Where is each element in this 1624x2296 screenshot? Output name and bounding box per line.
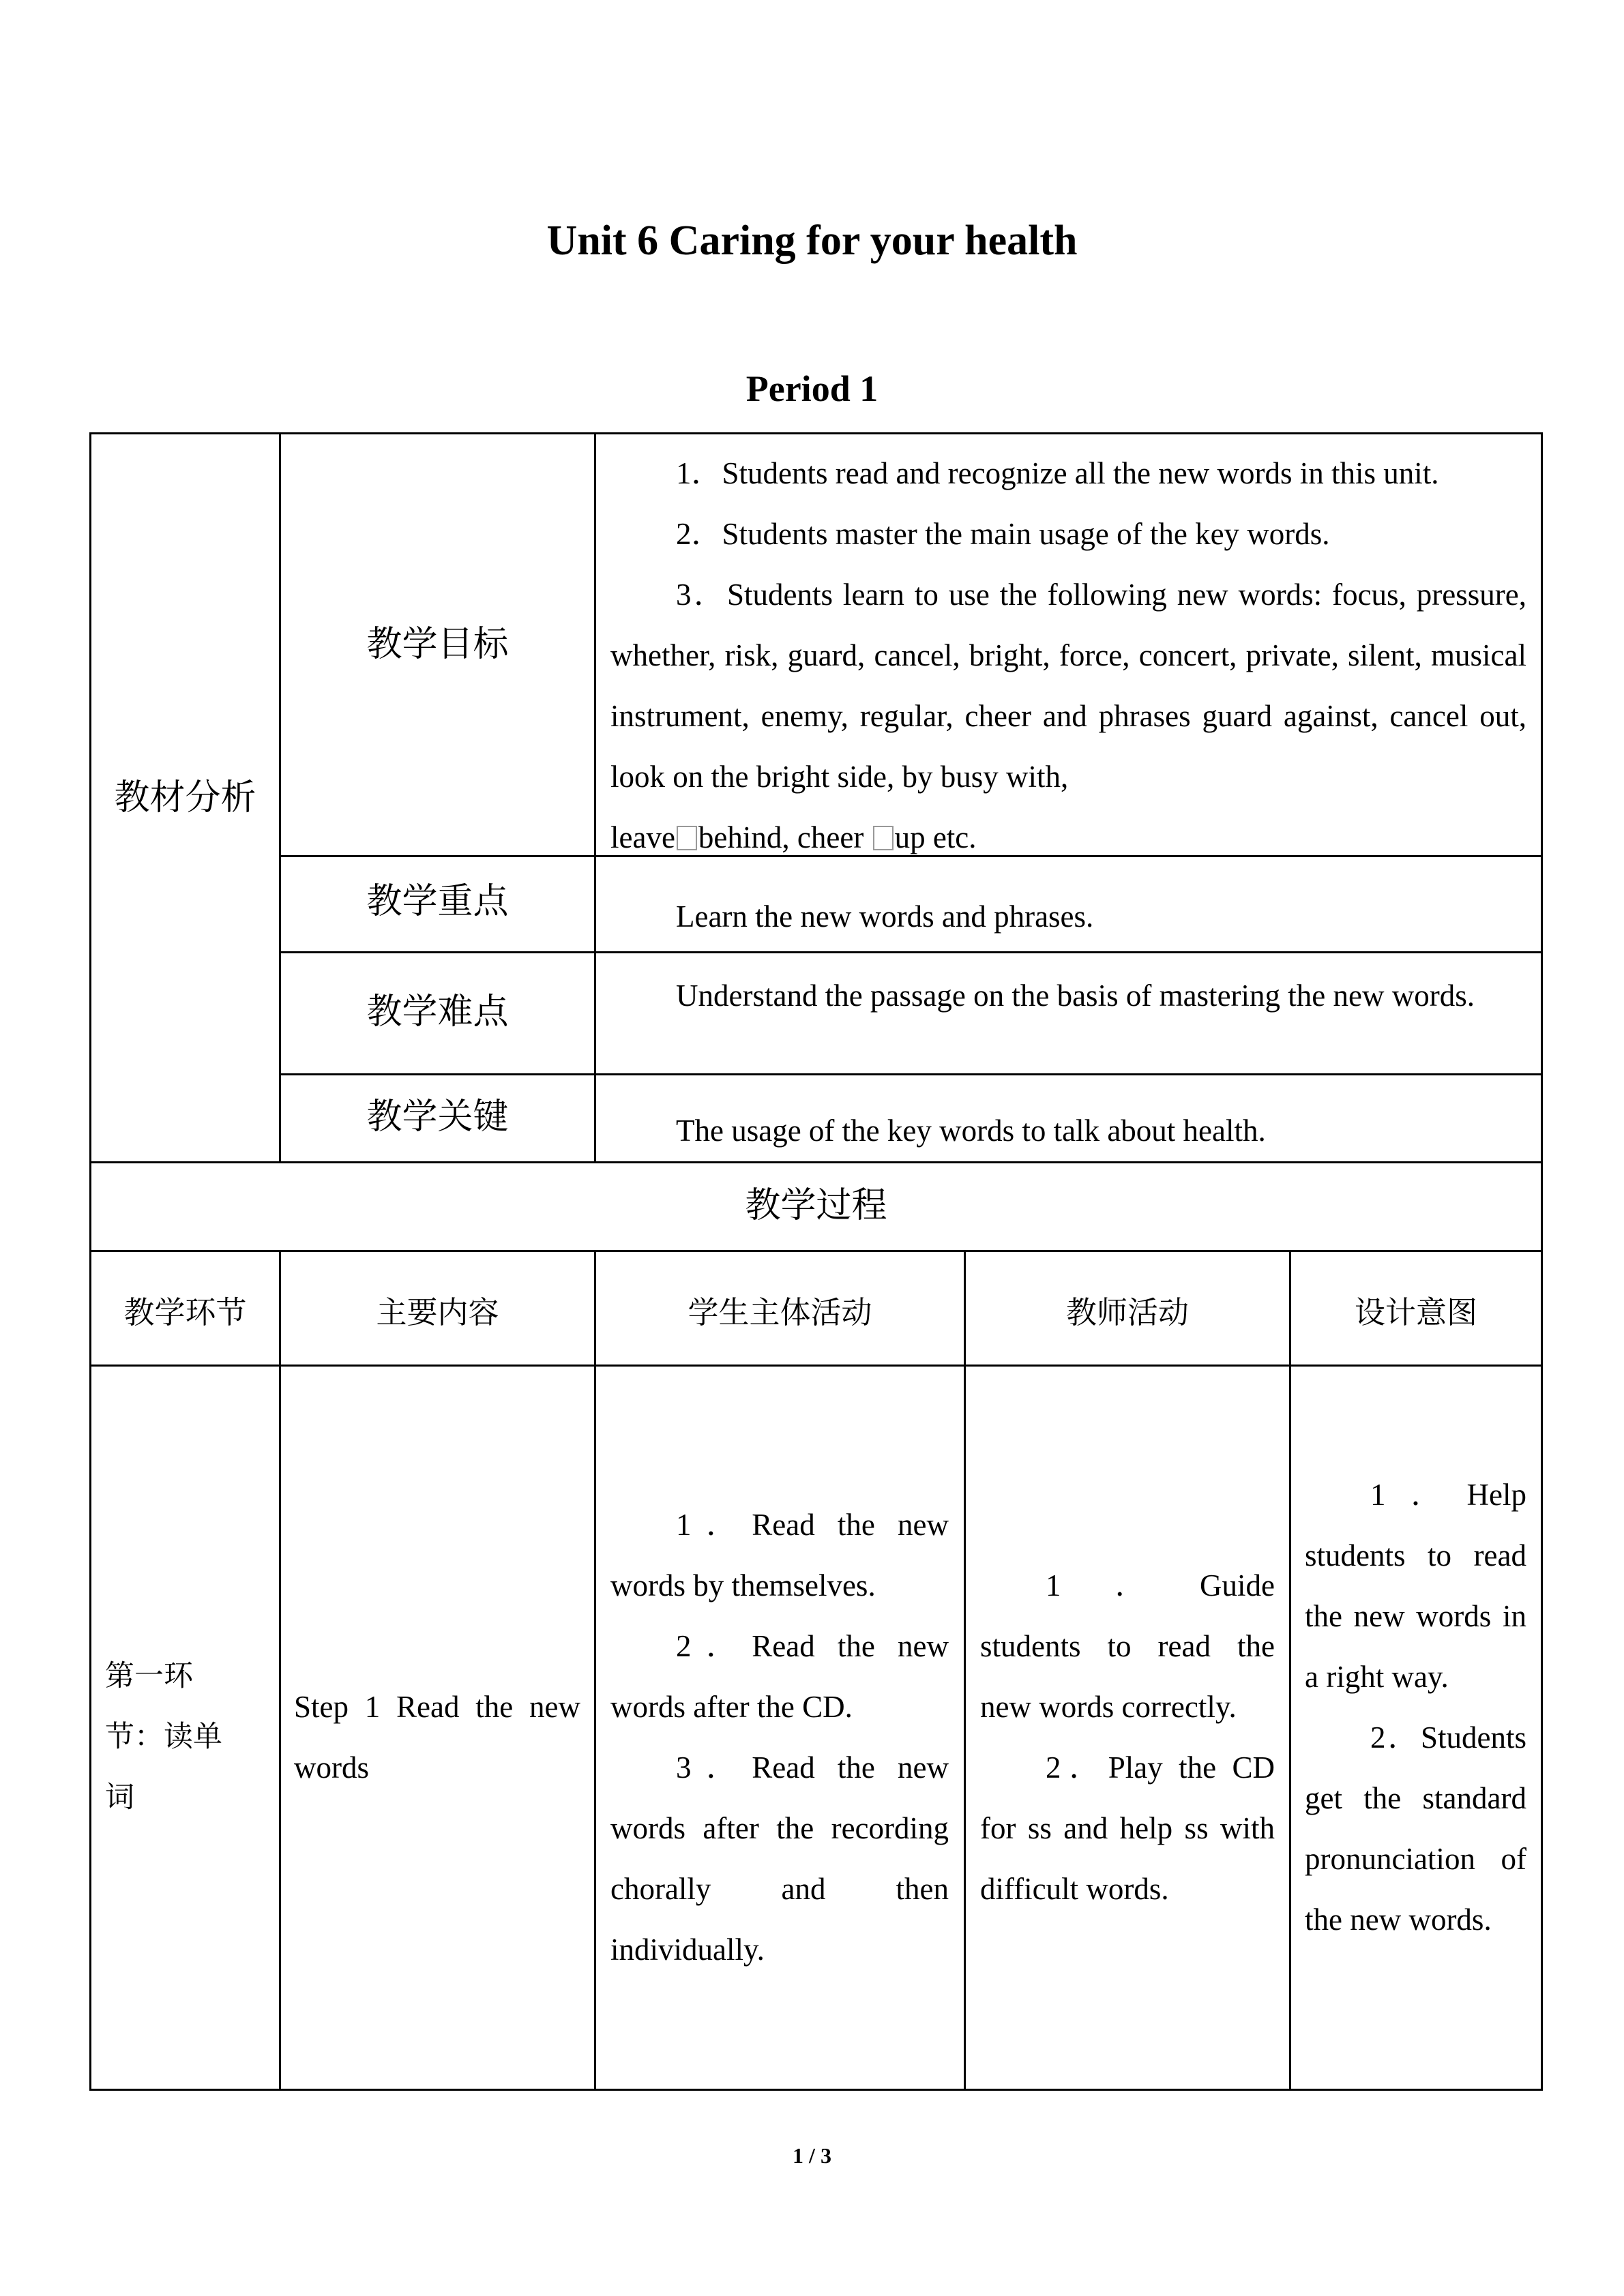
objective-tail [610, 807, 1526, 868]
key-text: The usage of the key words to talk about health. [676, 1114, 1266, 1148]
key-content [610, 1101, 1526, 1161]
document-title: Unit 6 Caring for your health [546, 218, 1078, 264]
table-rule [279, 1250, 281, 2091]
table-rule [594, 432, 596, 1163]
key-point-label: 教学重点 [366, 881, 509, 922]
objective-item: 3．Students learn to use the following new words: focus, pressure, whether, risk, guard, cancel, bright, force, concert, private, silent, musical instrument, enemy, regular, cheer and phrases guard against, cancel out, look on the bright side, by busy with, [610, 578, 1526, 794]
column-header-purpose: 设计意图 [1354, 1294, 1477, 1330]
key-label: 教学关键 [366, 1097, 509, 1137]
process-header: 教学过程 [745, 1185, 887, 1226]
difficulty-label: 教学难点 [366, 992, 509, 1032]
objective-item: 1．Students read and recognize all the new words in this unit. [676, 456, 1439, 490]
objective-tail-part: leave [610, 820, 675, 854]
difficulty-text: Understand the passage on the basis of mastering the new words. [676, 979, 1475, 1013]
page-number: 1 / 3 [793, 2143, 831, 2168]
objective-item: 2．Students master the main usage of the key words. [676, 517, 1330, 551]
table-rule [279, 951, 1543, 953]
teacher-activity-item: 1．Guide students to read the new words correctly. [980, 1568, 1275, 1724]
stage-text: 第一环节：读单词 [105, 1659, 222, 1815]
key-point-text: Learn the new words and phrases. [676, 899, 1094, 934]
table-rule [964, 1250, 966, 2091]
stage-cell [105, 1646, 235, 1828]
purpose-item: 2．Students get the standard pronunciation of the new words. [1305, 1720, 1526, 1937]
column-header-stage: 教学环节 [123, 1294, 247, 1330]
analysis-label: 教材分析 [114, 777, 256, 818]
objective-tail-part: up etc. [894, 820, 977, 854]
objectives-content [610, 443, 1526, 868]
objectives-label: 教学目标 [366, 624, 509, 665]
table-rule [89, 1161, 1543, 1163]
purpose-item: 1．Help students to read the new words in a right way. [1305, 1478, 1526, 1694]
purpose-cell [1305, 1465, 1526, 1950]
table-border-left [89, 432, 91, 2091]
student-activity-item: 2．Read the new words after the CD. [610, 1629, 949, 1724]
student-activity-item: 1．Read the new words by themselves. [610, 1508, 949, 1602]
student-activity-item: 3．Read the new words after the recording chorally and then individually. [610, 1750, 949, 1967]
table-rule [89, 1365, 1543, 1367]
table-rule [89, 1250, 1543, 1252]
period-subtitle: Period 1 [745, 368, 879, 409]
table-rule [1289, 1250, 1291, 2091]
difficulty-content [610, 966, 1526, 1026]
content-text: Step 1 Read the new words [294, 1690, 580, 1785]
column-header-content: 主要内容 [376, 1294, 499, 1330]
teacher-activity-item: 2．Play the CD for ss and help ss with difficult words. [980, 1750, 1275, 1906]
objective-tail-part: behind, cheer [698, 820, 872, 854]
table-border-bottom [89, 2089, 1543, 2091]
column-header-teacher: 教师活动 [1065, 1294, 1189, 1330]
table-rule [594, 1250, 596, 2091]
table-rule [279, 432, 281, 1163]
placeholder-box-icon [677, 826, 697, 850]
student-activity-cell [610, 1495, 949, 1980]
key-point-content [610, 886, 1526, 947]
table-rule [279, 1073, 1543, 1075]
placeholder-box-icon [873, 826, 894, 850]
column-header-student: 学生主体活动 [688, 1294, 872, 1330]
table-border-top [89, 432, 1543, 434]
table-border-right [1541, 432, 1543, 2091]
teacher-activity-cell [980, 1555, 1275, 1920]
content-cell [294, 1677, 580, 1798]
